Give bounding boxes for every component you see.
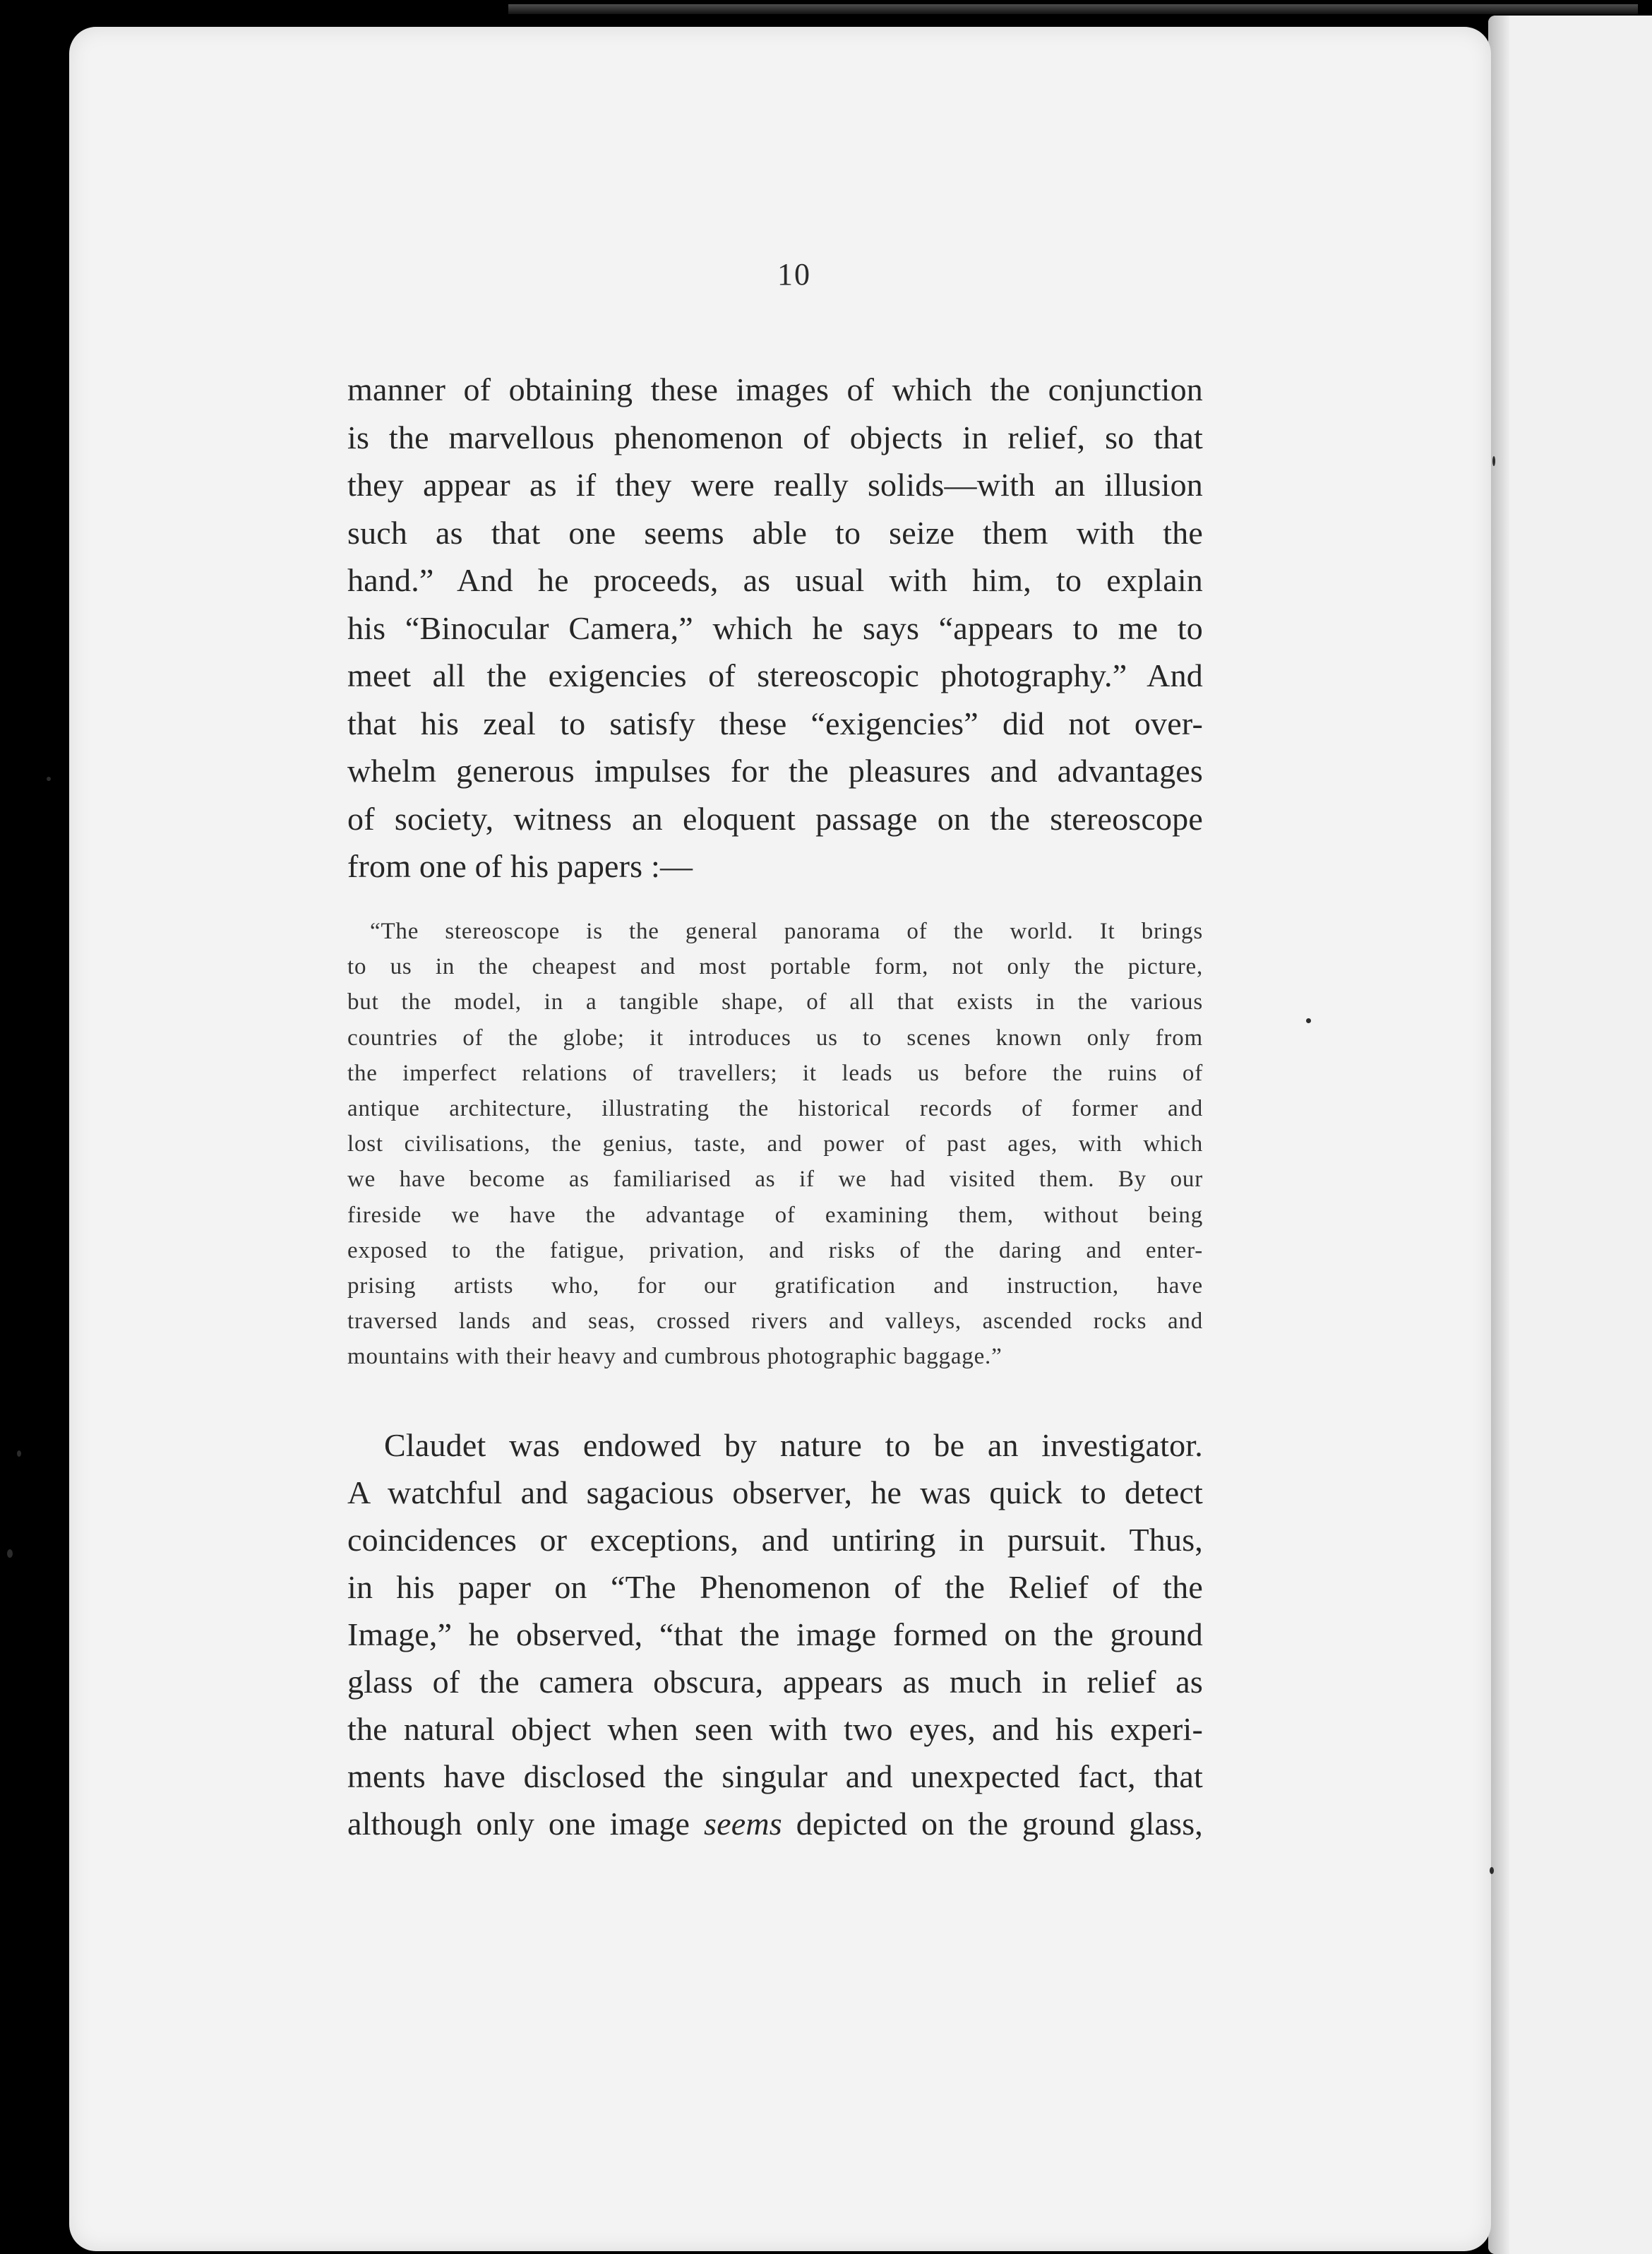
quote-line: traversed lands and seas, crossed rivers and valleys, ascended rocks and — [347, 1308, 1203, 1335]
text-line: manner of obtaining these images of which the conjunction — [347, 371, 1203, 407]
scan-speck — [7, 1549, 13, 1558]
text-line: from one of his papers :— — [347, 848, 693, 884]
facing-page-shadow — [1488, 16, 1509, 2254]
body-paragraph-2 — [347, 1421, 1203, 1847]
scan-edge-top — [508, 4, 1638, 14]
text-line: such as that one seems able to seize them with the — [347, 514, 1203, 551]
scan-speck — [1490, 1867, 1494, 1874]
text-line: whelm generous impulses for the pleasures and advantages — [347, 753, 1203, 789]
text-line: in his paper on “The Phenomenon of the Relief of the — [347, 1569, 1203, 1605]
scan-speck — [17, 1450, 21, 1457]
page-number: 10 — [777, 257, 811, 292]
text-line: meet all the exigencies of stereoscopic photography.” And — [347, 657, 1203, 693]
text-line: that his zeal to satisfy these “exigencies” did not over- — [347, 705, 1203, 741]
text-line-with-emphasis — [347, 1800, 1203, 1847]
text-line: ments have disclosed the singular and unexpected fact, that — [347, 1758, 1203, 1794]
block-quote — [347, 914, 1203, 1374]
text-line: hand.” And he proceeds, as usual with him, to explain — [347, 562, 1203, 598]
text-line: Image,” he observed, “that the image formed on the ground — [347, 1616, 1203, 1652]
text-line: the natural object when seen with two eyes, and his experi- — [347, 1711, 1203, 1747]
quote-line: mountains with their heavy and cumbrous photographic baggage.” — [347, 1344, 1002, 1370]
scan-speck — [47, 777, 51, 781]
quote-line: antique architecture, illustrating the historical records of former and — [347, 1095, 1203, 1121]
text-segment: although only one image — [347, 1806, 705, 1842]
text-line: A watchful and sagacious observer, he was quick to detect — [347, 1474, 1203, 1510]
quote-line: but the model, in a tangible shape, of all that exists in the various — [347, 989, 1203, 1015]
text-line: is the marvellous phenomenon of objects in relief, so that — [347, 419, 1203, 455]
quote-line: to us in the cheapest and most portable form, not only the picture, — [347, 954, 1203, 980]
body-paragraph-1 — [347, 366, 1203, 890]
text-line: Claudet was endowed by nature to be an investigator. — [384, 1427, 1203, 1463]
emphasized-word: seems — [704, 1806, 782, 1842]
quote-line: fireside we have the advantage of examining them, without being — [347, 1202, 1203, 1228]
quote-line: countries of the globe; it introduces us to scenes known only from — [347, 1025, 1203, 1051]
text-line: coincidences or exceptions, and untiring in pursuit. Thus, — [347, 1522, 1203, 1558]
scan-speck — [1492, 456, 1495, 466]
text-segment: depicted on the ground glass, — [782, 1806, 1204, 1842]
facing-page-edge — [1488, 16, 1652, 2254]
text-line: his “Binocular Camera,” which he says “appears to me to — [347, 609, 1203, 646]
quote-line: lost civilisations, the genius, taste, and power of past ages, with which — [347, 1131, 1203, 1157]
scan-speck — [1306, 1018, 1311, 1023]
quote-line: the imperfect relations of travellers; it leads us before the ruins of — [347, 1060, 1203, 1086]
quote-line: we have become as familiarised as if we had visited them. By our — [347, 1167, 1203, 1193]
quote-line: exposed to the fatigue, privation, and risks of the daring and enter- — [347, 1237, 1203, 1263]
quote-line: prising artists who, for our gratification and instruction, have — [347, 1272, 1203, 1299]
text-line: glass of the camera obscura, appears as much in relief as — [347, 1664, 1203, 1700]
text-line: of society, witness an eloquent passage on the stereoscope — [347, 800, 1203, 837]
text-line: they appear as if they were really solids—with an illusion — [347, 467, 1203, 503]
quote-line: “The stereoscope is the general panorama of the world. It brings — [370, 919, 1203, 944]
